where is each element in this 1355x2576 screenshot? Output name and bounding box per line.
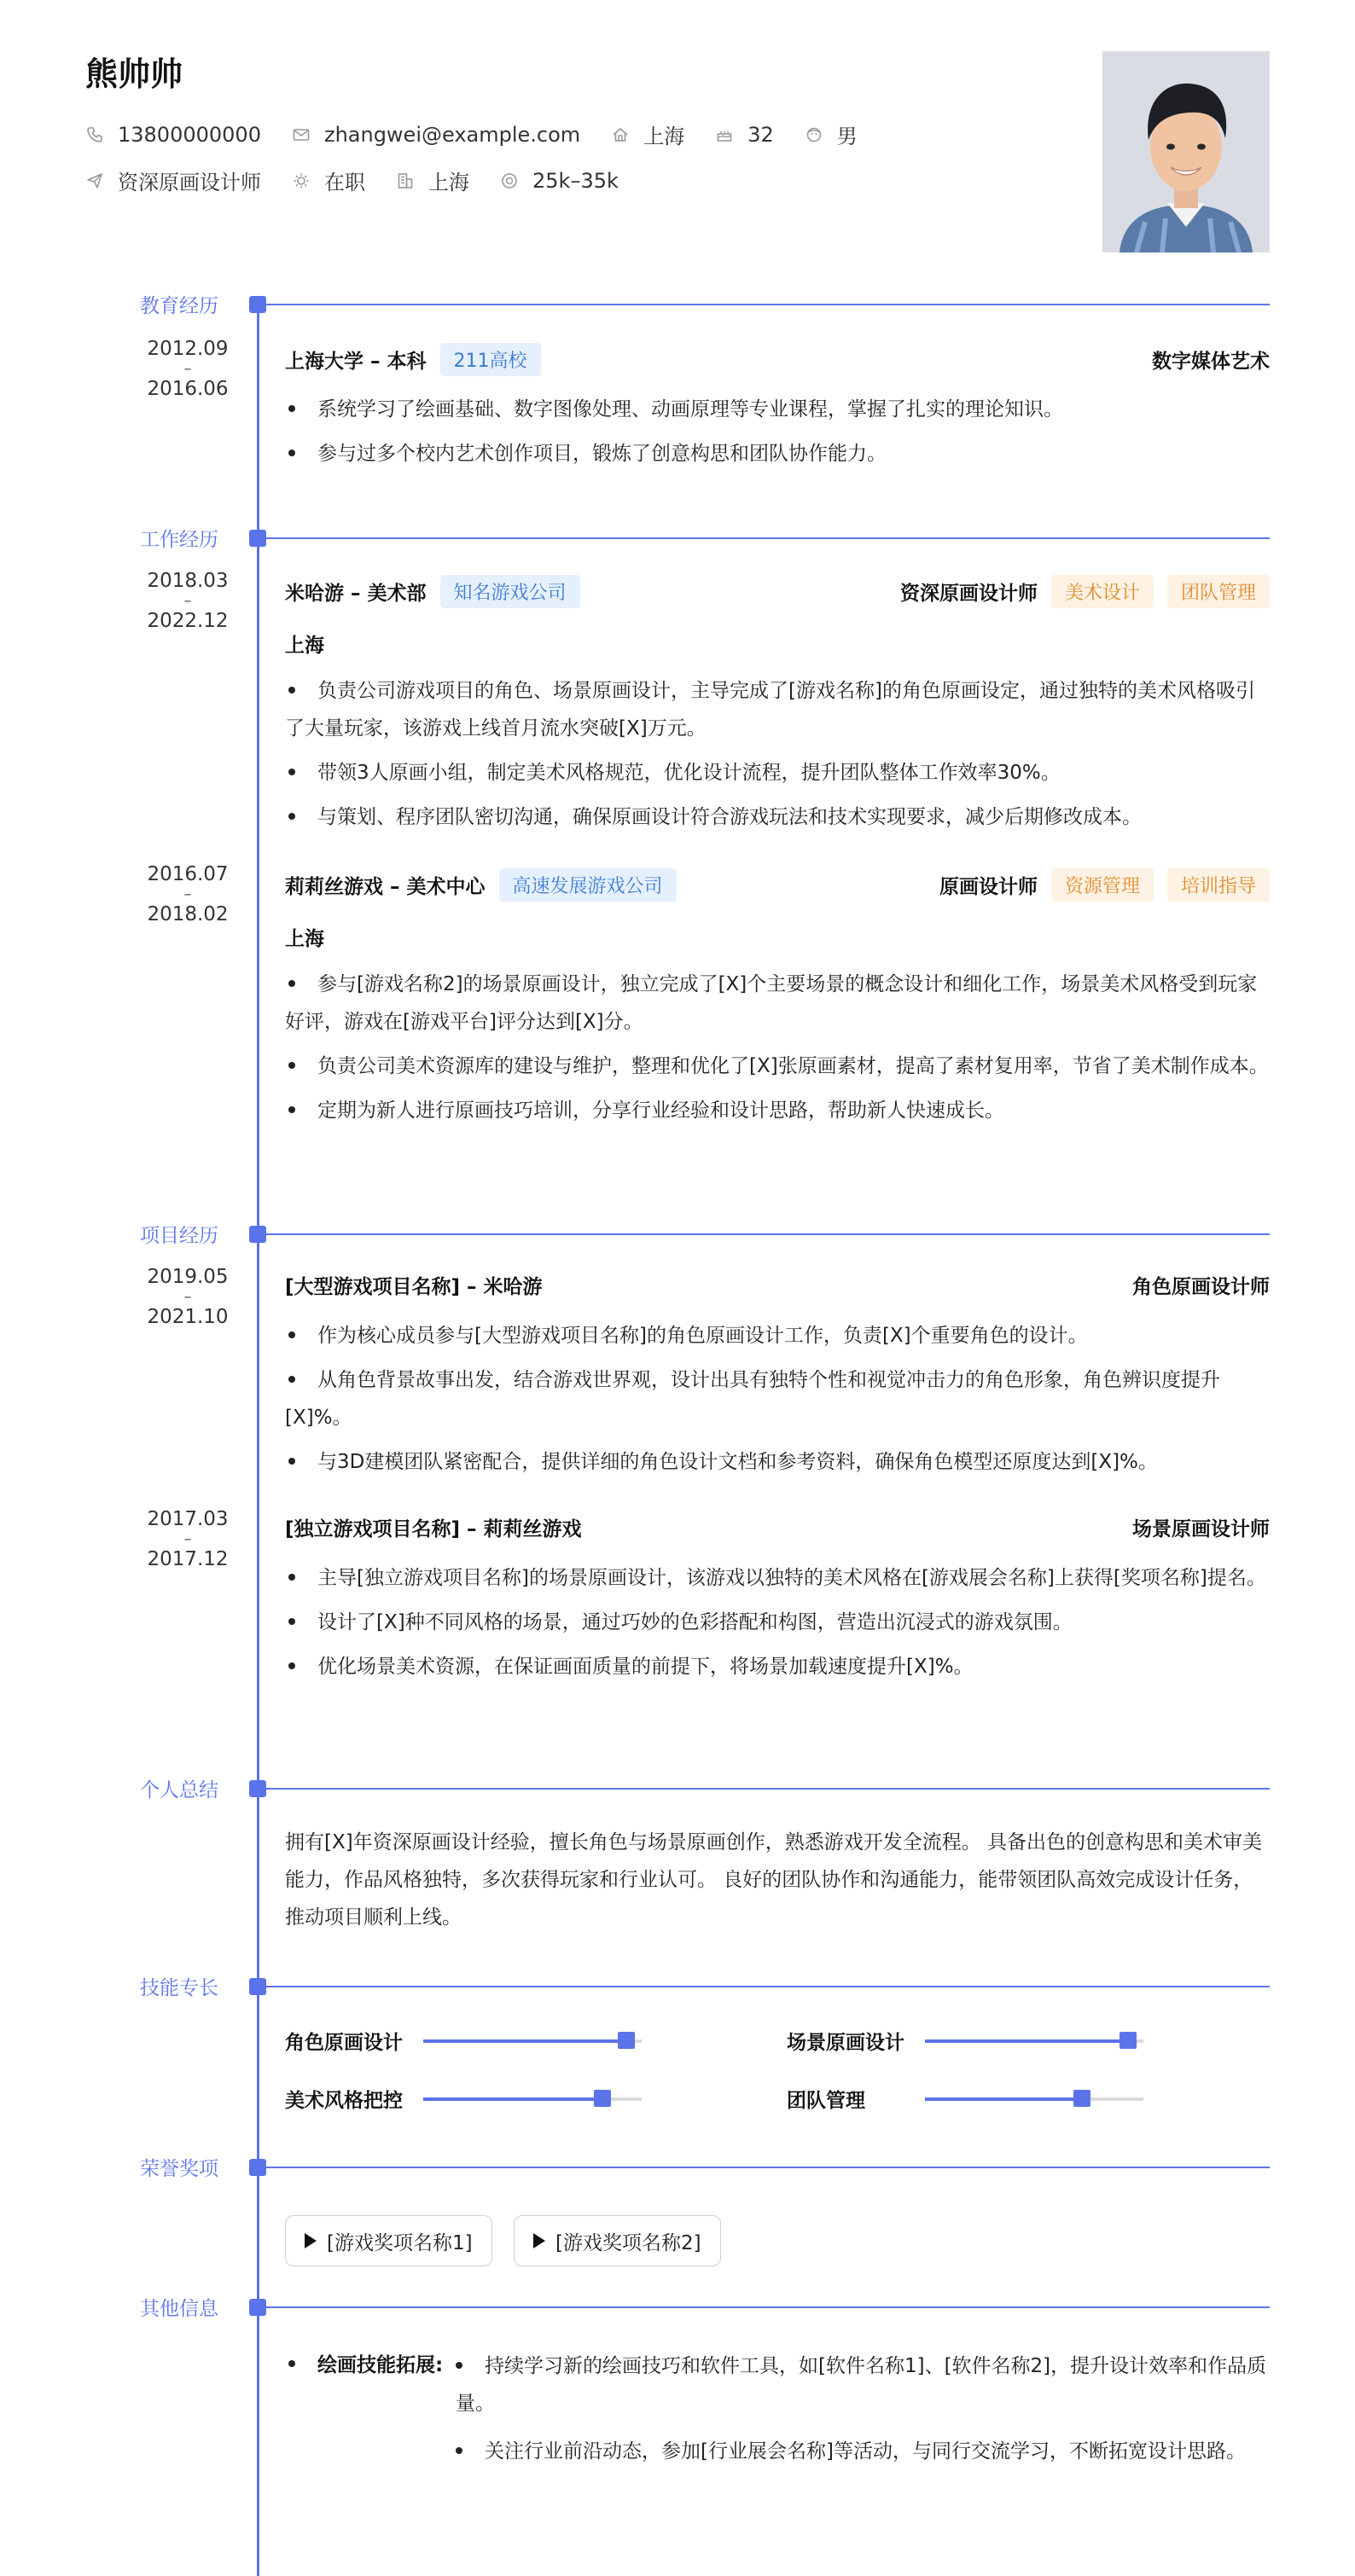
list-item: 从角色背景故事出发，结合游戏世界观，设计出具有独特个性和视觉冲击力的角色形象，角色辨识度提升[X]%。 [285,1369,1220,1429]
contact-row [85,119,888,149]
status-icon [292,171,311,190]
skill-track [925,2097,1143,2101]
skill-track [423,2097,642,2101]
work-bullets [285,966,1270,1136]
age-item [715,123,774,147]
summary-text: 拥有[X]年资深原画设计经验，擅长角色与场景原画创作，熟悉游戏开发全流程。 具备出色的创意构思和美术审美能力，作品风格独特，多次获得玩家和行业认可。 良好的团队协作和沟通能力，能带领团队高效完成设计任务，推动项目顺利上线。 [285,1831,1263,1929]
work-location: 上海 [285,928,324,950]
date-dash: – [183,592,192,610]
work-date [145,571,230,631]
section-title-education: 教育经历 [140,295,218,317]
award-chip [514,2215,721,2266]
section-divider [258,2306,1270,2308]
skill-tag: 美术设计 [1051,575,1154,608]
project-bullets [285,1559,1270,1692]
date-dash: – [183,1530,192,1548]
list-item: 系统学习了绘画基础、数字图像处理、动画原理等专业课程，掌握了扎实的理论知识。 [285,391,1270,428]
company-tag: 知名游戏公司 [440,575,580,608]
award-chip [285,2215,492,2266]
section-title-work: 工作经历 [140,529,218,551]
section-divider [258,1788,1270,1790]
work-header [285,575,1270,608]
other-list [456,2347,1270,2480]
project-date [145,1510,230,1569]
section-title-skills: 技能专长 [140,1977,218,1999]
phone-text: 13800000000 [118,122,261,147]
education-bullets [285,391,1270,479]
city-text: 上海 [643,125,685,148]
project-role: 角色原画设计师 [1132,1276,1270,1298]
gender-item [805,119,858,149]
skill-track [423,2039,642,2043]
mail-icon [292,125,311,144]
section-divider [258,537,1270,539]
skill-bar [285,2027,642,2055]
list-item: 负责公司游戏项目的角色、场景原画设计，主导完成了[游戏名称]的角色原画设定，通过独特的美术风格吸引了大量玩家，该游戏上线首月流水突破[X]万元。 [285,680,1255,740]
home-icon [611,125,630,144]
list-item: 优化场景美术资源，在保证画面质量的前提下，将场景加载速度提升[X]%。 [285,1648,1270,1685]
project-date [145,1268,230,1327]
skill-fill [423,2097,602,2101]
skill-knob [618,2032,635,2049]
section-title-awards: 荣誉奖项 [140,2158,218,2180]
gender-icon [805,125,823,144]
date-end: 2022.12 [147,610,229,632]
phone-icon [85,125,104,144]
skill-knob [1119,2032,1137,2049]
phone-item [85,123,261,147]
play-icon [305,2233,317,2248]
salary-text: 25k–35k [532,168,619,193]
skill-fill [925,2039,1128,2043]
list-item: 持续学习新的绘画技巧和软件工具，如[软件名称1]、[软件名称2]，提升设计效率和作品质量。 [456,2355,1267,2415]
school-tag: 211高校 [440,343,541,376]
email-text: zhangwei@example.com [323,122,581,147]
city-item [611,119,684,149]
list-item: 负责公司美术资源库的建设与维护，整理和优化了[X]张原画素材，提高了素材复用率，节省了美术制作成本。 [285,1047,1270,1085]
company-tag: 高速发展游戏公司 [499,868,677,902]
list-item: 主导[独立游戏项目名称]的场景原画设计，该游戏以独特的美术风格在[游戏展会名称]上获得[奖项名称]提名。 [285,1559,1270,1597]
skill-fill [925,2097,1082,2101]
date-end: 2018.02 [147,903,229,925]
other-category [285,2349,443,2377]
skill-label: 美术风格把控 [285,2090,403,2112]
job-title-text: 资深原画设计师 [118,171,261,194]
profile-photo [1102,51,1270,252]
date-end: 2017.12 [147,1548,229,1570]
work-date [145,865,230,925]
position-name: 资深原画设计师 [899,583,1038,605]
skill-track [925,2039,1143,2043]
major-name: 数字媒体艺术 [1152,351,1270,373]
section-divider [258,304,1270,305]
age-icon [715,125,734,144]
project-header [285,1513,1270,1541]
position-name: 原画设计师 [939,876,1038,898]
list-item: 参与过多个校内艺术创作项目，锻炼了创意构思和团队协作能力。 [285,435,1270,473]
skill-tag: 培训指导 [1167,868,1270,902]
date-dash: – [183,1288,192,1306]
salary-item [500,169,619,193]
skill-bar [787,2027,1143,2055]
status-item [292,165,365,195]
date-end: 2021.10 [147,1306,229,1328]
award-label: [游戏奖项名称2] [555,2231,701,2254]
list-item: 关注行业前沿动态，参加[行业展会名称]等活动，与同行交流学习，不断拓宽设计思路。 [456,2433,1270,2470]
date-dash: – [183,360,192,378]
other-label-text: 绘画技能拓展: [317,2354,444,2376]
project-header [285,1271,1270,1299]
section-title-project: 项目经历 [140,1225,218,1247]
date-start: 2012.09 [147,338,229,360]
education-date [145,339,230,399]
section-divider [258,2167,1270,2168]
project-bullets [285,1317,1270,1488]
project-role: 场景原画设计师 [1132,1518,1270,1540]
school-name: 上海大学 – 本科 [285,351,427,373]
company-name: 莉莉丝游戏 – 美术中心 [285,876,486,898]
date-end: 2016.06 [147,378,229,400]
timeline-line [257,305,259,2576]
list-item: 带领3人原画小组，制定美术风格规范，优化设计流程，提升团队整体工作效率30%。 [285,754,1270,792]
list-item: 定期为新人进行原画技巧培训，分享行业经验和设计思路，帮助新人快速成长。 [285,1092,1270,1129]
date-start: 2018.03 [147,570,229,592]
section-title-summary: 个人总结 [140,1779,218,1801]
section-divider [258,1986,1270,1987]
play-icon [533,2233,545,2248]
skill-tag: 资源管理 [1051,868,1154,902]
award-label: [游戏奖项名称1] [327,2231,473,2254]
building-icon [396,171,415,190]
age-text: 32 [747,122,774,147]
email-item [292,123,580,147]
date-dash: – [183,885,192,903]
education-header [285,343,1270,376]
skill-tag: 团队管理 [1167,575,1270,608]
work-bullets [285,672,1270,843]
company-name: 米哈游 – 美术部 [285,583,427,605]
section-title-other: 其他信息 [140,2298,218,2320]
send-icon [85,171,104,190]
expected-city-item [396,165,469,195]
work-header [285,868,1270,902]
project-name: [大型游戏项目名称] – 米哈游 [285,1276,543,1298]
list-item: 参与[游戏名称2]的场景原画设计，独立完成了[X]个主要场景的概念设计和细化工作，场景美术风格受到玩家好评，游戏在[游戏平台]评分达到[X]分。 [285,973,1258,1033]
skill-bar [787,2085,1143,2113]
skill-label: 场景原画设计 [787,2032,904,2054]
skill-knob [594,2090,611,2107]
status-text: 在职 [324,171,365,194]
list-item: 设计了[X]种不同风格的场景，通过巧妙的色彩搭配和构图，营造出沉浸式的游戏氛围。 [285,1604,1270,1641]
work-location: 上海 [285,635,324,657]
job-row [85,165,649,195]
date-start: 2017.03 [147,1508,229,1530]
skill-knob [1073,2090,1090,2107]
skill-label: 角色原画设计 [285,2032,403,2054]
skill-fill [423,2039,626,2043]
section-divider [258,1233,1270,1235]
date-start: 2019.05 [147,1266,229,1288]
skill-bar [285,2085,642,2113]
job-title-item [85,165,261,195]
candidate-name: 熊帅帅 [85,55,183,93]
list-item: 与策划、程序团队密切沟通，确保原画设计符合游戏玩法和技术实现要求，减少后期修改成本。 [285,798,1270,836]
project-name: [独立游戏项目名称] – 莉莉丝游戏 [285,1518,582,1540]
salary-icon [500,171,519,190]
expected-city-text: 上海 [428,171,469,194]
list-item: 作为核心成员参与[大型游戏项目名称]的角色原画设计工作，负责[X]个重要角色的设计。 [285,1317,1270,1355]
gender-text: 男 [836,125,858,148]
list-item: 与3D建模团队紧密配合，提供详细的角色设计文档和参考资料，确保角色模型还原度达到[X]%。 [285,1443,1270,1481]
date-start: 2016.07 [147,863,229,885]
skill-label: 团队管理 [787,2090,865,2112]
